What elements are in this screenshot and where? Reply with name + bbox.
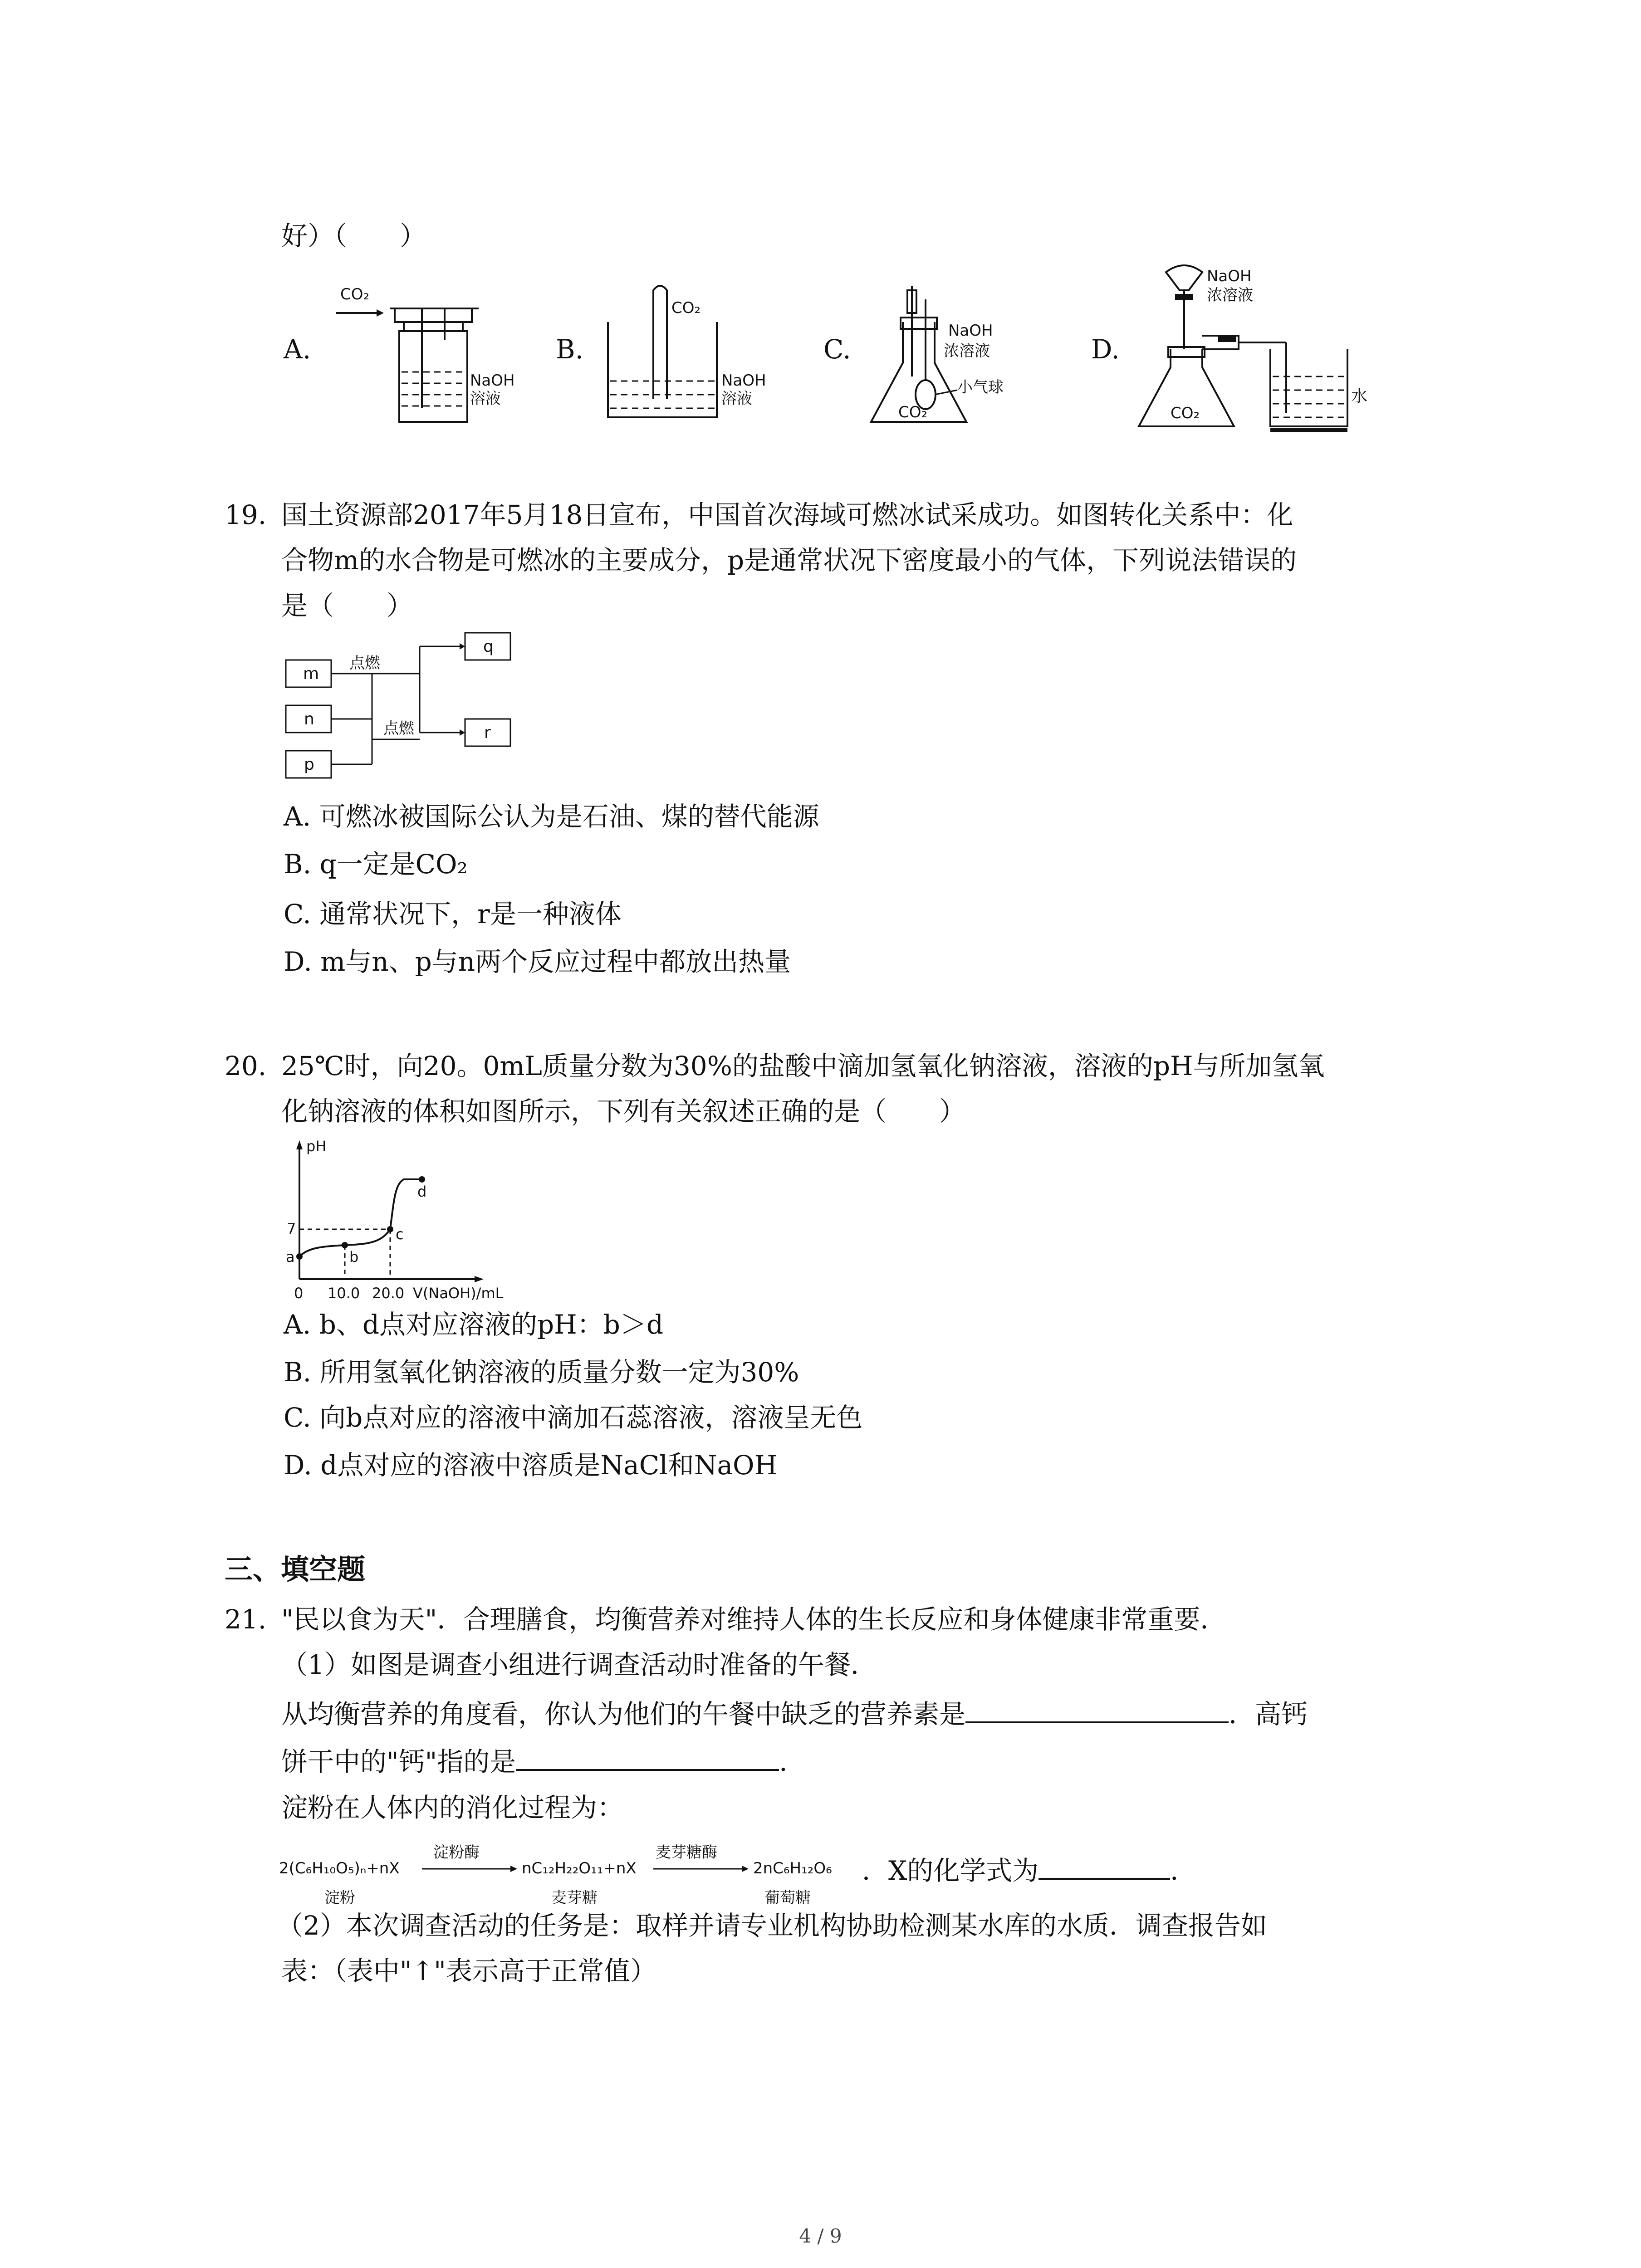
apparatus-a-solution-label2: 溶液	[470, 390, 501, 408]
q19-option-c[interactable]: C. 通常状况下，r是一种液体	[284, 899, 622, 929]
q20-ph-chart	[277, 1134, 531, 1306]
q20-number: 20.	[225, 1051, 267, 1081]
q20-line1: 25℃时，向20。0mL质量分数为30%的盐酸中滴加氢氧化钠溶液，溶液的pH与所加氢氧	[281, 1051, 1325, 1081]
q21-line4	[281, 1742, 805, 1780]
q20-option-d[interactable]: D. d点对应的溶液中溶质是NaCl和NaOH	[284, 1450, 778, 1481]
apparatus-c-diagram	[862, 272, 1053, 431]
apparatus-d-diagram	[1134, 259, 1370, 435]
chart-ytick-7: 7	[287, 1220, 296, 1237]
q21-line1: "民以食为天"．合理膳食，均衡营养对维持人体的生长反应和身体健康非常重要．	[281, 1604, 1227, 1635]
q19-option-a[interactable]: A. 可燃冰被国际公认为是石油、煤的替代能源	[284, 801, 819, 832]
eq-enzyme-1: 淀粉酶	[433, 1843, 480, 1862]
chart-point-a	[296, 1253, 303, 1260]
q18-tail: 好）（ ）	[281, 220, 426, 251]
q21-line5: 淀粉在人体内的消化过程为：	[281, 1792, 624, 1823]
q20-option-c[interactable]: C. 向b点对应的溶液中滴加石蕊溶液，溶液呈无色	[284, 1402, 863, 1433]
apparatus-c-gas-label: CO₂	[898, 403, 928, 421]
eq-name-starch: 淀粉	[324, 1889, 355, 1907]
q21-line4-tail: ．	[779, 1746, 806, 1777]
chart-point-a-label: a	[286, 1248, 295, 1266]
q21-line6-text: ．X的化学式为	[862, 1855, 1039, 1886]
apparatus-d-reagent-label: NaOH	[1207, 267, 1252, 285]
page-number: 4 / 9	[799, 2225, 842, 2247]
answer-blank-x-formula[interactable]	[1038, 1851, 1170, 1880]
q21-line6	[862, 1851, 1196, 1889]
q21-line3-text: 从均衡营养的角度看，你认为他们的午餐中缺乏的营养素是	[281, 1699, 966, 1730]
eq-enzyme-2: 麦芽糖酶	[656, 1843, 717, 1862]
answer-blank-missing-nutrient[interactable]	[965, 1694, 1229, 1723]
q19-number: 19.	[225, 499, 267, 530]
q21-number: 21.	[225, 1604, 267, 1635]
q18-option-a-letter: A.	[284, 334, 311, 365]
apparatus-b-solution-label: NaOH	[721, 371, 766, 390]
apparatus-c-reagent-label2: 浓溶液	[944, 342, 990, 360]
eq-starch: 2(C₆H₁₀O₅)ₙ+nX	[279, 1859, 400, 1877]
q20-option-b[interactable]: B. 所用氢氧化钠溶液的质量分数一定为30%	[284, 1357, 799, 1388]
apparatus-b-diagram	[594, 277, 785, 426]
q21-line2: （1）如图是调查小组进行调查活动时准备的午餐．	[281, 1649, 877, 1680]
apparatus-b-solution-label2: 溶液	[721, 390, 752, 408]
answer-blank-calcium-meaning[interactable]	[516, 1742, 779, 1771]
q19-line3: 是（ ）	[281, 590, 413, 621]
apparatus-c-reagent-label: NaOH	[948, 322, 993, 340]
apparatus-a-diagram	[327, 272, 517, 431]
apparatus-b-gas-label: CO₂	[671, 299, 701, 317]
q19-transformation-diagram	[281, 628, 535, 796]
chart-x-label: V(NaOH)/mL	[413, 1285, 504, 1302]
chart-point-b-label: b	[349, 1248, 359, 1266]
chart-point-d-label: d	[417, 1183, 427, 1200]
eq-name-maltose: 麦芽糖	[551, 1889, 598, 1907]
chart-y-label: pH	[306, 1138, 327, 1155]
apparatus-a-solution-label: NaOH	[470, 371, 515, 390]
q18-option-b-letter: B.	[556, 334, 584, 365]
q20-line2: 化钠溶液的体积如图所示，下列有关叙述正确的是（ ）	[281, 1096, 966, 1127]
diagram-node-r: r	[484, 723, 491, 742]
diagram-node-m: m	[303, 665, 319, 683]
q20-option-a[interactable]: A. b、d点对应溶液的pH：b＞d	[284, 1309, 663, 1340]
chart-point-b	[342, 1242, 348, 1248]
q21-line6-tail: ．	[1170, 1855, 1197, 1886]
diagram-node-n: n	[304, 710, 314, 728]
q19-line2: 合物m的水合物是可燃冰的主要成分，p是通常状况下密度最小的气体，下列说法错误的	[281, 545, 1297, 576]
apparatus-a-gas-label: CO₂	[340, 285, 370, 303]
q19-option-b[interactable]: B. q一定是CO₂	[284, 849, 468, 880]
q18-option-d-letter: D.	[1091, 334, 1120, 365]
chart-point-d	[419, 1176, 425, 1183]
diagram-arrow1-label: 点燃	[349, 654, 380, 672]
q19-line1: 国土资源部2017年5月18日宣布，中国首次海域可燃冰试采成功。如图转化关系中：化	[281, 499, 1293, 530]
q19-option-d[interactable]: D. m与n、p与n两个反应过程中都放出热量	[284, 946, 791, 977]
q21-line3-tail: ．高钙	[1229, 1699, 1308, 1730]
apparatus-c-balloon-label: 小气球	[957, 378, 1004, 396]
diagram-node-p: p	[304, 755, 314, 774]
diagram-node-q: q	[483, 637, 494, 656]
section-heading-fill-in: 三、填空题	[225, 1553, 366, 1586]
q18-option-c-letter: C.	[823, 334, 851, 365]
eq-name-glucose: 葡萄糖	[764, 1889, 811, 1907]
chart-origin-label: 0	[294, 1285, 304, 1302]
chart-point-c	[387, 1226, 393, 1232]
diagram-arrow2-label: 点燃	[383, 719, 414, 738]
chart-xtick-10: 10.0	[328, 1285, 360, 1302]
q21-line4-text: 饼干中的"钙"指的是	[281, 1746, 516, 1777]
eq-glucose: 2nC₆H₁₂O₆	[753, 1859, 832, 1877]
apparatus-d-water-label: 水	[1351, 387, 1368, 406]
q21-line7: （2）本次调查活动的任务是：取样并请专业机构协助检测某水库的水质．调查报告如	[277, 1910, 1267, 1941]
q21-line8: 表：（表中"↑"表示高于正常值）	[281, 1955, 656, 1986]
q21-line3	[281, 1694, 1308, 1732]
eq-maltose: nC₁₂H₂₂O₁₁+nX	[522, 1859, 637, 1877]
chart-xtick-20: 20.0	[372, 1285, 405, 1302]
apparatus-d-gas-label: CO₂	[1171, 404, 1200, 422]
apparatus-d-reagent-label2: 浓溶液	[1207, 286, 1253, 304]
chart-point-c-label: c	[396, 1226, 404, 1243]
